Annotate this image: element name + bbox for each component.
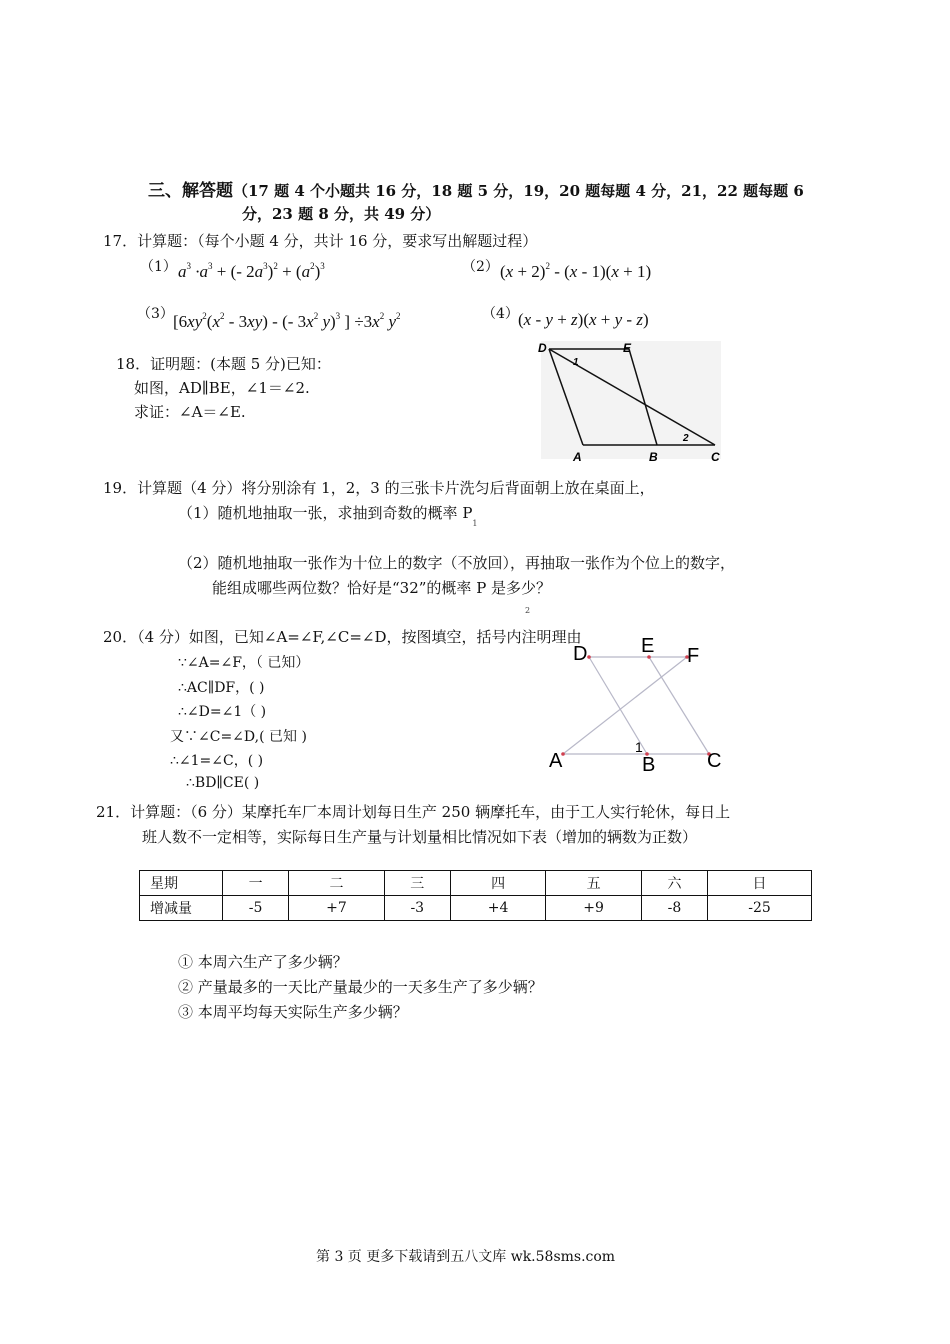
- table-cell: +4: [450, 896, 546, 921]
- table-cell: 一: [223, 871, 289, 896]
- table-header-row: [140, 871, 812, 896]
- q18-prove: 求证：∠A＝∠E.: [134, 403, 246, 421]
- label-E: E: [641, 635, 655, 657]
- label-F: F: [687, 645, 700, 667]
- q19-part2-text: 能组成哪些两位数？恰好是“32”的概率 P 是多少？: [212, 579, 552, 597]
- q17-p2-expression: $(x + 2)^2 - (x - 1)(x + 1)$: [500, 261, 652, 281]
- q19-part1-subscript: 1: [472, 519, 478, 528]
- label-D: D: [538, 341, 547, 355]
- table-cell: 六: [641, 871, 707, 896]
- production-table: [139, 870, 812, 921]
- angle-2-label: 2: [683, 433, 689, 444]
- table-cell: 二: [289, 871, 385, 896]
- q18-figure: [535, 337, 725, 465]
- q18-given: 如图，AD∥BE，∠1＝∠2.: [134, 379, 310, 397]
- label-D: D: [573, 643, 588, 665]
- q17-title: 17．计算题：（每个小题 4 分，共计 16 分，要求写出解题过程）: [103, 232, 538, 250]
- q20-line-1: ∵∠A=∠F，（ 已知）: [178, 655, 310, 671]
- q19-part1: [178, 502, 478, 528]
- table-cell: 日: [708, 871, 812, 896]
- section-note-line1: （17 题 4 个小题共 16 分，18 题 5 分，19，20 题每题 4 分，21，22 题每题 6: [233, 182, 804, 200]
- section-title: 三、解答题: [148, 181, 233, 201]
- q19-part2-subscript-wrap: [525, 598, 530, 617]
- table-cell: -8: [641, 896, 707, 921]
- q21-question-1: ① 本周六生产了多少辆？: [178, 953, 348, 971]
- section-note-line2: 分，23 题 8 分，共 49 分）: [242, 205, 441, 223]
- point-D: [587, 655, 591, 659]
- label-B: B: [642, 754, 656, 776]
- angle-1-label: 1: [635, 739, 643, 755]
- table-cell: 五: [546, 871, 642, 896]
- q20-line-5: ∴∠1=∠C，( ): [170, 753, 264, 769]
- label-C: C: [707, 750, 722, 772]
- page-footer: 第 3 页 更多下载请到五八文库 wk.58sms.com: [316, 1249, 616, 1265]
- q19-title: 19．计算题（4 分）将分别涂有 1，2，3 的三张卡片洗匀后背面朝上放在桌面上，: [103, 479, 655, 497]
- label-A: A: [549, 750, 563, 772]
- table-row: [140, 896, 812, 921]
- q17-p3-label: （3）: [137, 306, 174, 322]
- q17-p4-expression: (x - y + z)(x + y - z): [518, 310, 649, 329]
- table-cell: +7: [289, 896, 385, 921]
- q20-line-4: 又∵∠C=∠D,( 已知 ): [170, 729, 307, 745]
- table-cell: +9: [546, 896, 642, 921]
- q19-part1-text: （1）随机地抽取一张，求抽到奇数的概率 P: [178, 504, 473, 522]
- q20-title: 20．（4 分）如图，已知∠A=∠F,∠C=∠D，按图填空，括号内注明理由: [103, 628, 582, 646]
- q21-title-line2: 班人数不一定相等，实际每日生产量与计划量相比情况如下表（增加的辆数为正数）: [142, 828, 698, 846]
- figure-background: [541, 341, 721, 459]
- table-cell: -5: [223, 896, 289, 921]
- table-cell: 增减量: [140, 896, 223, 921]
- section-heading: [148, 176, 804, 201]
- q20-line-6: ∴BD∥CE( ): [186, 775, 260, 791]
- segment-AF: [563, 657, 687, 754]
- q20-figure: [545, 630, 735, 780]
- q17-p2-label: （2）: [462, 259, 499, 275]
- q19-part2-line1: （2）随机地抽取一张作为十位上的数字（不放回），再抽取一张作为个位上的数字，: [178, 554, 736, 572]
- q20-line-3: ∴∠D=∠1（ ): [178, 704, 267, 720]
- q17-p1-label: （1）: [140, 259, 177, 275]
- q21-question-3: ③ 本周平均每天实际生产多少辆？: [178, 1003, 408, 1021]
- table-cell: 星期: [140, 871, 223, 896]
- table-cell: 四: [450, 871, 546, 896]
- table-cell: -3: [384, 896, 450, 921]
- q21-question-2: ② 产量最多的一天比产量最少的一天多生产了多少辆？: [178, 978, 543, 996]
- q20-line-2: ∴AC∥DF，( ): [178, 680, 265, 696]
- angle-1-label: 1: [573, 357, 579, 368]
- q21-title: 21．计算题：（6 分）某摩托车厂本周计划每日生产 250 辆摩托车，由于工人实行轮休，每日上: [96, 803, 731, 821]
- table-cell: -25: [708, 896, 812, 921]
- label-E: E: [623, 341, 632, 355]
- q17-p1-expression: $a^3 \cdot a^3$ + (- $2a^3)^2 + (a^2)^3$: [178, 261, 325, 281]
- label-C: C: [711, 450, 720, 464]
- segment-EC: [649, 657, 709, 754]
- table-cell: 三: [384, 871, 450, 896]
- q18-title: 18．证明题：(本题 5 分)已知：: [116, 355, 331, 373]
- q17-p4-label: （4）: [482, 306, 519, 322]
- q19-part2-subscript: 2: [525, 606, 531, 615]
- label-A: A: [573, 450, 582, 464]
- q17-p3-expression: [$6xy^2(x^2 - 3xy)$ - (- $3x^2$ y)$^3$ ] $\div 3x^2$ $y^2$: [173, 311, 401, 331]
- q19-part2-line2: [212, 577, 551, 598]
- label-B: B: [649, 450, 658, 464]
